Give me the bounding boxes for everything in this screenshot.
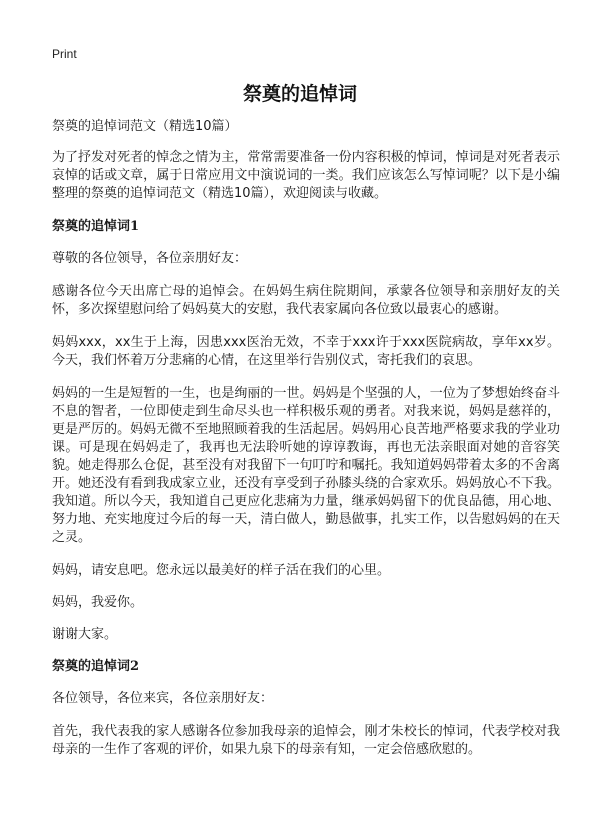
- section-heading-2: 祭奠的追悼词2: [52, 659, 140, 674]
- page-title: 祭奠的追悼词: [242, 83, 357, 105]
- section-1-paragraph: 妈妈，请安息吧。您永远以最美好的样子活在我们的心里。: [52, 563, 391, 578]
- section-1-closing: 谢谢大家。: [52, 627, 118, 642]
- document-body: [52, 118, 560, 774]
- section-1-paragraph: 妈妈，我爱你。: [52, 595, 144, 610]
- print-label: Print: [52, 47, 77, 61]
- section-1-paragraph: 感谢各位今天出席亡母的追悼会。在妈妈生病住院期间，承蒙各位领导和亲朋好友的关怀，多次探望慰问给了妈妈莫大的安慰，我代表家属向各位致以最衷心的感谢。: [52, 284, 560, 317]
- section-1-paragraph: 妈妈xxx，xx生于上海，因患xxx医治无效，不幸于xxx许于xxx医院病故，享年xx岁。今天，我们怀着万分悲痛的心情，在这里举行告别仪式，寄托我们的哀思。: [52, 335, 560, 368]
- document-subtitle: 祭奠的追悼词范文（精选10篇）: [52, 119, 238, 134]
- section-1-paragraph: 妈妈的一生是短暂的一生，也是绚丽的一世。妈妈是个坚强的人，一位为了梦想始终奋斗不息的智者，一位即使走到生命尽头也一样积极乐观的勇者。对我来说，妈妈是慈祥的，更是严厉的。妈妈无微不至地照顾着我的生活起居。妈妈用心良苦地严格要求我的学业功课。可是现在妈妈走了，我再也无法聆听她的谆谆教诲，再也无法亲眼面对她的音容笑貌。她走得那么仓促，甚至没有对我留下一句叮咛和嘱托。我知道妈妈带着太多的不舍离开。她还没有看到我成家立业，还没有享受到子孙膝头绕的合家欢乐。妈妈放心不下我。我知道。所以今天，我知道自己更应化悲痛为力量，继承妈妈留下的优良品德，用心地、努力地、充实地度过今后的每一天，清白做人，勤恳做事，扎实工作，以告慰妈妈的在天之灵。: [52, 386, 560, 545]
- section-2-greeting: 各位领导，各位来宾，各位亲朋好友：: [52, 691, 274, 706]
- section-1-greeting: 尊敬的各位领导，各位亲朋好友：: [52, 251, 248, 266]
- intro-paragraph: 为了抒发对死者的悼念之情为主，常常需要准备一份内容积极的悼词，悼词是对死者表示哀悼的话或文章，属于日常应用文中演说词的一类。我们应该怎么写悼词呢？以下是小编整理的祭奠的追悼词范文（精选10篇），欢迎阅读与收藏。: [52, 150, 560, 201]
- section-2-paragraph: 首先，我代表我的家人感谢各位参加我母亲的追悼会，刚才朱校长的悼词，代表学校对我母亲的一生作了客观的评价，如果九泉下的母亲有知，一定会倍感欣慰的。: [52, 724, 560, 757]
- section-heading-1: 祭奠的追悼词1: [52, 219, 140, 234]
